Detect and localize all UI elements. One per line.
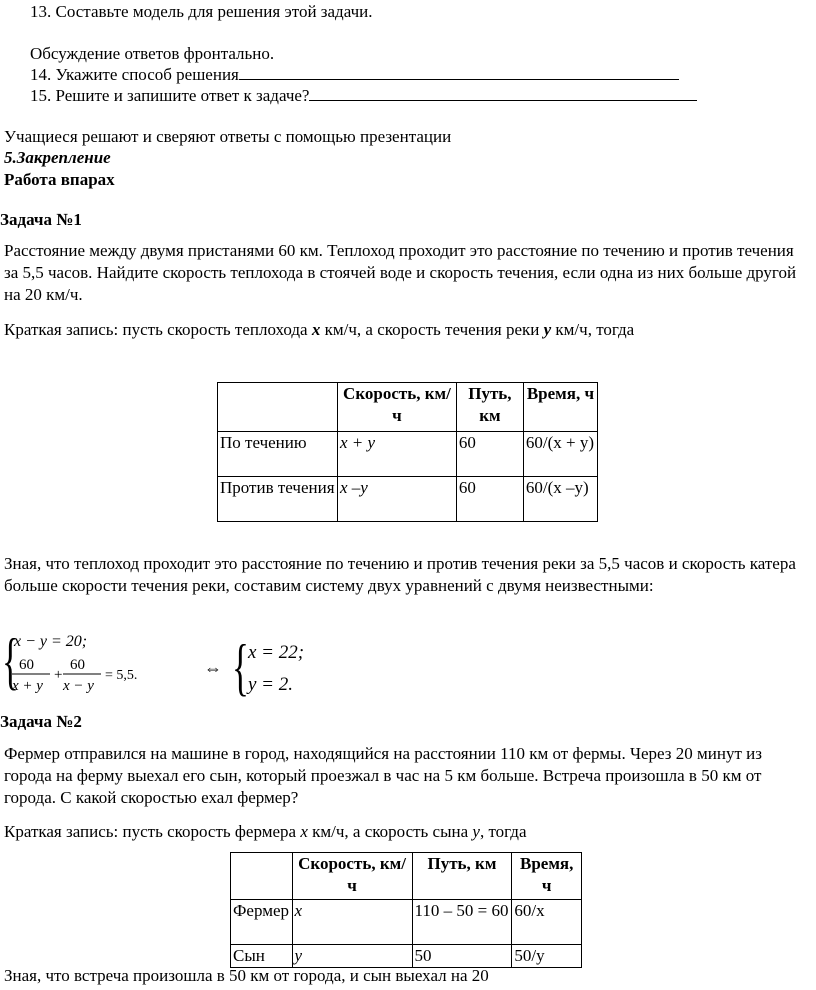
task2-short-b: км/ч, а скорость сына (307, 822, 473, 841)
result-y: y = 2. (248, 674, 294, 695)
discussion-text: Обсуждение ответов фронтально. (30, 44, 275, 63)
equivalence-icon: ⇔ (204, 658, 222, 678)
speed-cell: x + y (337, 432, 456, 477)
answer-blank (309, 86, 697, 101)
item-14-text: 14. Укажите способ решения (30, 65, 239, 84)
header-cell: Скорость, км/ч (292, 853, 412, 900)
table-row (231, 900, 582, 945)
task1-conclusion: Зная, что теплоход проходит это расстояние по течению и против течения реки за 5,5 часов и скорость катера больше скорости течения реки, составим систему двух уравнений с двумя неизвестными: (4, 554, 796, 595)
path-cell: 60 (456, 477, 523, 522)
pair-work-heading: Работа впарах (4, 170, 115, 189)
plus-sign: + (54, 667, 63, 683)
equation-system-right (232, 632, 322, 698)
item-14 (30, 65, 679, 85)
speed-cell: x –y (337, 477, 456, 522)
equation-system-left (2, 626, 152, 698)
task1-title: Задача №1 (0, 210, 82, 229)
task2-short-a: Краткая запись: пусть скорость фермера (4, 822, 301, 841)
header-cell: Время, ч (512, 853, 582, 900)
table-header-row (231, 853, 582, 900)
time-cell: 60/(x –y) (523, 477, 597, 522)
task2-text: Фермер отправился на машине в город, находящийся на расстоянии 110 км от фермы. Через 20 минут из города на ферму выехал его сын, который проезжал в час на 5 км больше. Встреча произошла в 50 км от города. С какой скоростью ехал фермер? (4, 744, 762, 807)
header-cell (218, 383, 338, 432)
header-cell: Время, ч (523, 383, 597, 432)
table-header-row (218, 383, 598, 432)
table-row (218, 432, 598, 477)
left-brace-icon: { (2, 626, 19, 697)
var-y: y (472, 822, 480, 841)
task1-short-record (4, 320, 634, 340)
task2-short-record (4, 822, 527, 842)
rhs-text: = 5,5. (105, 668, 138, 683)
var-x: x (311, 320, 321, 339)
row-label: Фермер (231, 900, 293, 945)
path-cell: 50 (412, 945, 512, 968)
task1-text: Расстояние между двумя пристанями 60 км. Теплоход проходит это расстояние по течению и против течения за 5,5 часов. Найдите скорость теплохода в стоячей воде и скорость течения, если одна из них больше другой на 20 км/ч. (4, 241, 797, 304)
item-15 (30, 86, 697, 106)
task2-table (230, 852, 582, 968)
fraction2-num: 60 (70, 657, 85, 673)
row-label: Сын (231, 945, 293, 968)
answer-blank (239, 65, 679, 80)
header-cell: Скорость, км/ч (337, 383, 456, 432)
task1-short-a: Краткая запись: пусть скорость теплохода (4, 320, 312, 339)
header-cell: Путь, км (412, 853, 512, 900)
header-cell: Путь, км (456, 383, 523, 432)
task2-short-c: , тогда (479, 822, 527, 841)
task1-short-c: км/ч, тогда (551, 320, 635, 339)
table-row (231, 945, 582, 968)
eq1-text: x − y = 20; (14, 633, 88, 650)
row-label: По течению (218, 432, 338, 477)
header-cell (231, 853, 293, 900)
speed-cell: x (292, 900, 412, 945)
var-y: y (543, 320, 552, 339)
item-13: 13. Составьте модель для решения этой задачи. (30, 2, 373, 21)
section-heading: 5.Закрепление (4, 148, 111, 167)
task1-table (217, 382, 598, 522)
result-x: x = 22; (248, 642, 305, 663)
time-cell: 60/x (512, 900, 582, 945)
students-text: Учащиеся решают и сверяют ответы с помощью презентации (4, 127, 452, 146)
fraction2-den: x − y (63, 678, 94, 694)
path-cell: 60 (456, 432, 523, 477)
path-cell: 110 – 50 = 60 (412, 900, 512, 945)
time-cell: 60/(x + y) (523, 432, 597, 477)
task1-short-b: км/ч, а скорость течения реки (320, 320, 544, 339)
item-15-text: 15. Решите и запишите ответ к задаче? (30, 86, 310, 105)
task2-last-line: Зная, что встреча произошла в 50 км от города, и сын выехал на 20 (4, 966, 489, 985)
row-label: Против течения (218, 477, 338, 522)
fraction1-den: x + y (12, 678, 43, 694)
time-cell: 50/y (512, 945, 582, 968)
fraction1-num: 60 (19, 657, 34, 673)
table-row (218, 477, 598, 522)
left-brace-icon: { (232, 632, 249, 698)
var-x: x (300, 822, 308, 841)
speed-cell: y (292, 945, 412, 968)
task2-title: Задача №2 (0, 712, 82, 731)
